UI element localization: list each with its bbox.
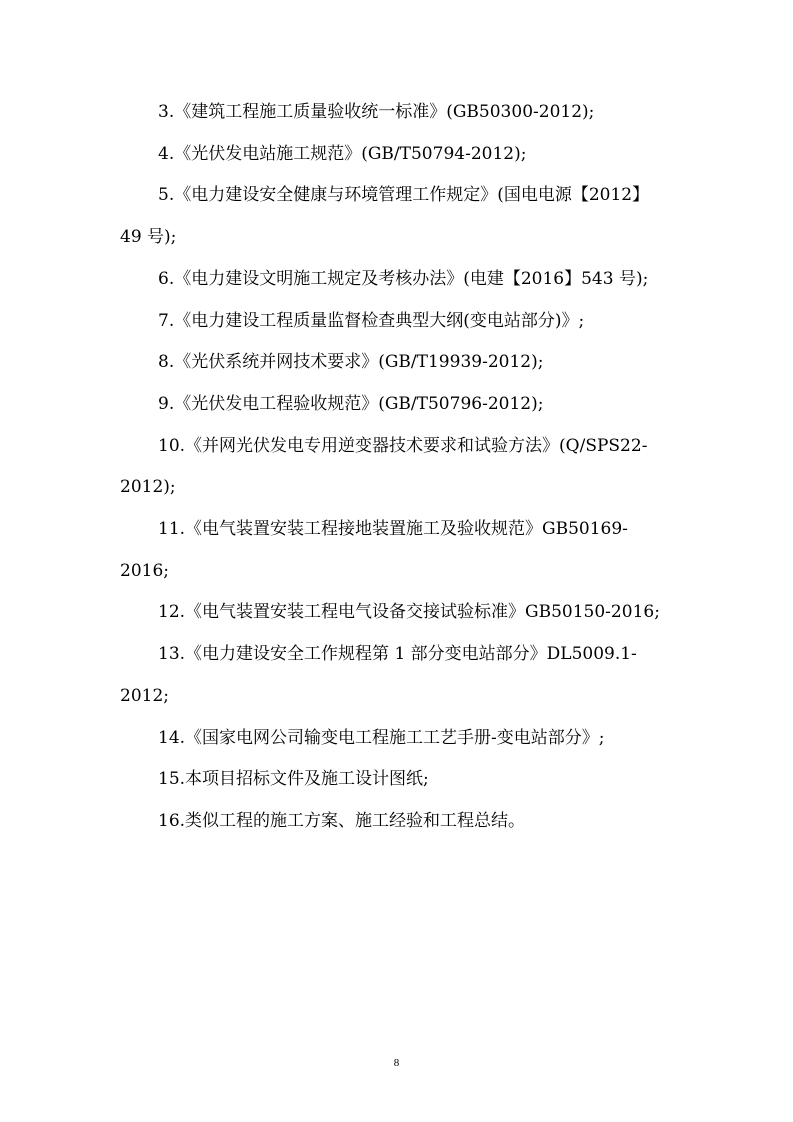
reference-item: 3.《建筑工程施工质量验收统一标准》(GB50300-2012); bbox=[158, 102, 595, 122]
reference-item: 4.《光伏发电站施工规范》(GB/T50794-2012); bbox=[158, 143, 527, 164]
reference-item: 7.《电力建设工程质量监督检查典型大纲(变电站部分)》; bbox=[158, 310, 585, 331]
reference-item: 11.《电气装置安装工程接地装置施工及验收规范》GB50169- 2016; bbox=[120, 519, 628, 581]
reference-item: 16.类似工程的施工方案、施工经验和工程总结。 bbox=[158, 810, 526, 831]
reference-item: 10.《并网光伏发电专用逆变器技术要求和试验方法》(Q/SPS22- 2012); bbox=[120, 435, 648, 498]
reference-item: 12.《电气装置安装工程电气设备交接试验标准》GB50150-2016; bbox=[158, 602, 660, 623]
reference-item: 8.《光伏系统并网技术要求》(GB/T19939-2012); bbox=[158, 352, 544, 373]
reference-list bbox=[120, 92, 680, 843]
reference-item: 13.《电力建设安全工作规程第 1 部分变电站部分》DL5009.1- 2012; bbox=[120, 644, 637, 706]
reference-item: 15.本项目招标文件及施工设计图纸; bbox=[158, 769, 429, 790]
reference-item: 9.《光伏发电工程验收规范》(GB/T50796-2012); bbox=[158, 393, 544, 414]
page-number: 8 bbox=[393, 1057, 400, 1069]
reference-item: 5.《电力建设安全健康与环境管理工作规定》(国电电源【2012】 49 号); bbox=[120, 185, 650, 248]
reference-item: 6.《电力建设文明施工规定及考核办法》(电建【2016】543 号); bbox=[158, 268, 649, 289]
reference-item: 14.《国家电网公司输变电工程施工工艺手册-变电站部分》; bbox=[158, 727, 605, 748]
